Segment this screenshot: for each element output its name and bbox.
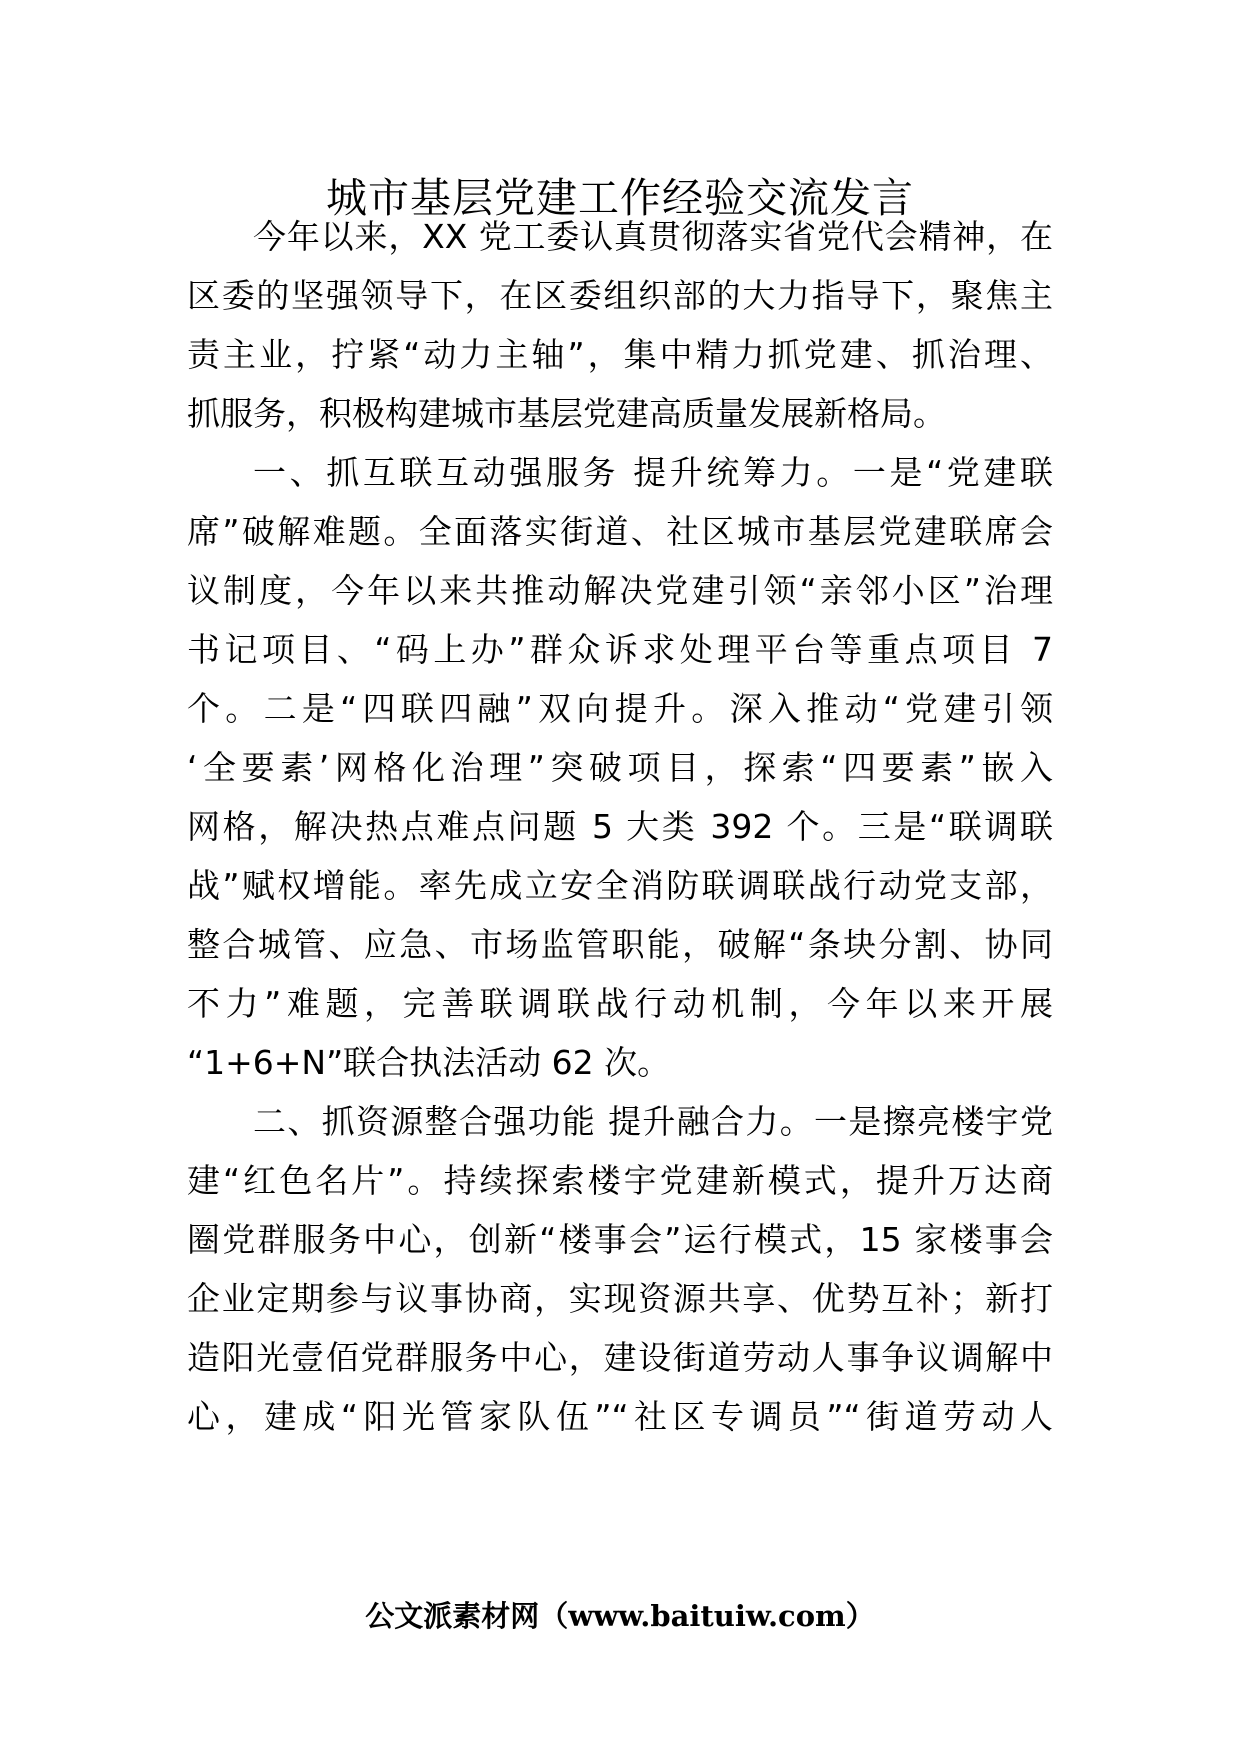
body-line-18: 圈党群服务中心，创新“楼事会”运行模式，15 家楼事会 xyxy=(187,1220,1053,1259)
body-line-12: 战”赋权增能。率先成立安全消防联调联战行动党支部， xyxy=(187,866,1053,905)
body-line-15: “1+6+N”联合执法活动 62 次。 xyxy=(187,1043,671,1082)
body-line-17: 建“红色名片”。持续探索楼宇党建新模式，提升万达商 xyxy=(187,1161,1053,1200)
body-line-6: 席”破解难题。全面落实街道、社区城市基层党建联席会 xyxy=(187,512,1053,551)
footer-watermark[interactable]: 公文派素材网（www.baituiw.com） xyxy=(365,1599,875,1633)
body-line-4: 抓服务，积极构建城市基层党建高质量发展新格局。 xyxy=(187,394,946,433)
body-line-9: 个。二是“四联四融”双向提升。深入推动“党建引领 xyxy=(187,689,1053,728)
body-line-21: 心，建成“阳光管家队伍”“社区专调员”“街道劳动人 xyxy=(187,1397,1053,1436)
body-line-2: 区委的坚强领导下，在区委组织部的大力指导下，聚焦主 xyxy=(187,276,1053,315)
body-line-3: 责主业，拧紧“动力主轴”，集中精力抓党建、抓治理、 xyxy=(187,335,1053,374)
body-line-8: 书记项目、“码上办”群众诉求处理平台等重点项目 7 xyxy=(187,630,1053,669)
body-line-13: 整合城管、应急、市场监管职能，破解“条块分割、协同 xyxy=(187,925,1053,964)
document-title: 城市基层党建工作经验交流发言 xyxy=(326,174,914,222)
body-line-10: ‘全要素’网格化治理”突破项目，探索“四要素”嵌入 xyxy=(187,748,1053,787)
body-line-7: 议制度，今年以来共推动解决党建引领“亲邻小区”治理 xyxy=(187,571,1053,610)
body-line-19: 企业定期参与议事协商，实现资源共享、优势互补；新打 xyxy=(187,1279,1053,1318)
body-line-16: 二、抓资源整合强功能 提升融合力。一是擦亮楼宇党 xyxy=(253,1102,1053,1141)
body-line-5: 一、抓互联互动强服务 提升统筹力。一是“党建联 xyxy=(253,453,1053,492)
body-line-11: 网格，解决热点难点问题 5 大类 392 个。三是“联调联 xyxy=(187,807,1053,846)
body-line-1: 今年以来，XX 党工委认真贯彻落实省党代会精神，在 xyxy=(253,217,1053,256)
body-line-20: 造阳光壹佰党群服务中心，建设街道劳动人事争议调解中 xyxy=(187,1338,1053,1377)
body-line-14: 不力”难题，完善联调联战行动机制，今年以来开展 xyxy=(187,984,1053,1023)
